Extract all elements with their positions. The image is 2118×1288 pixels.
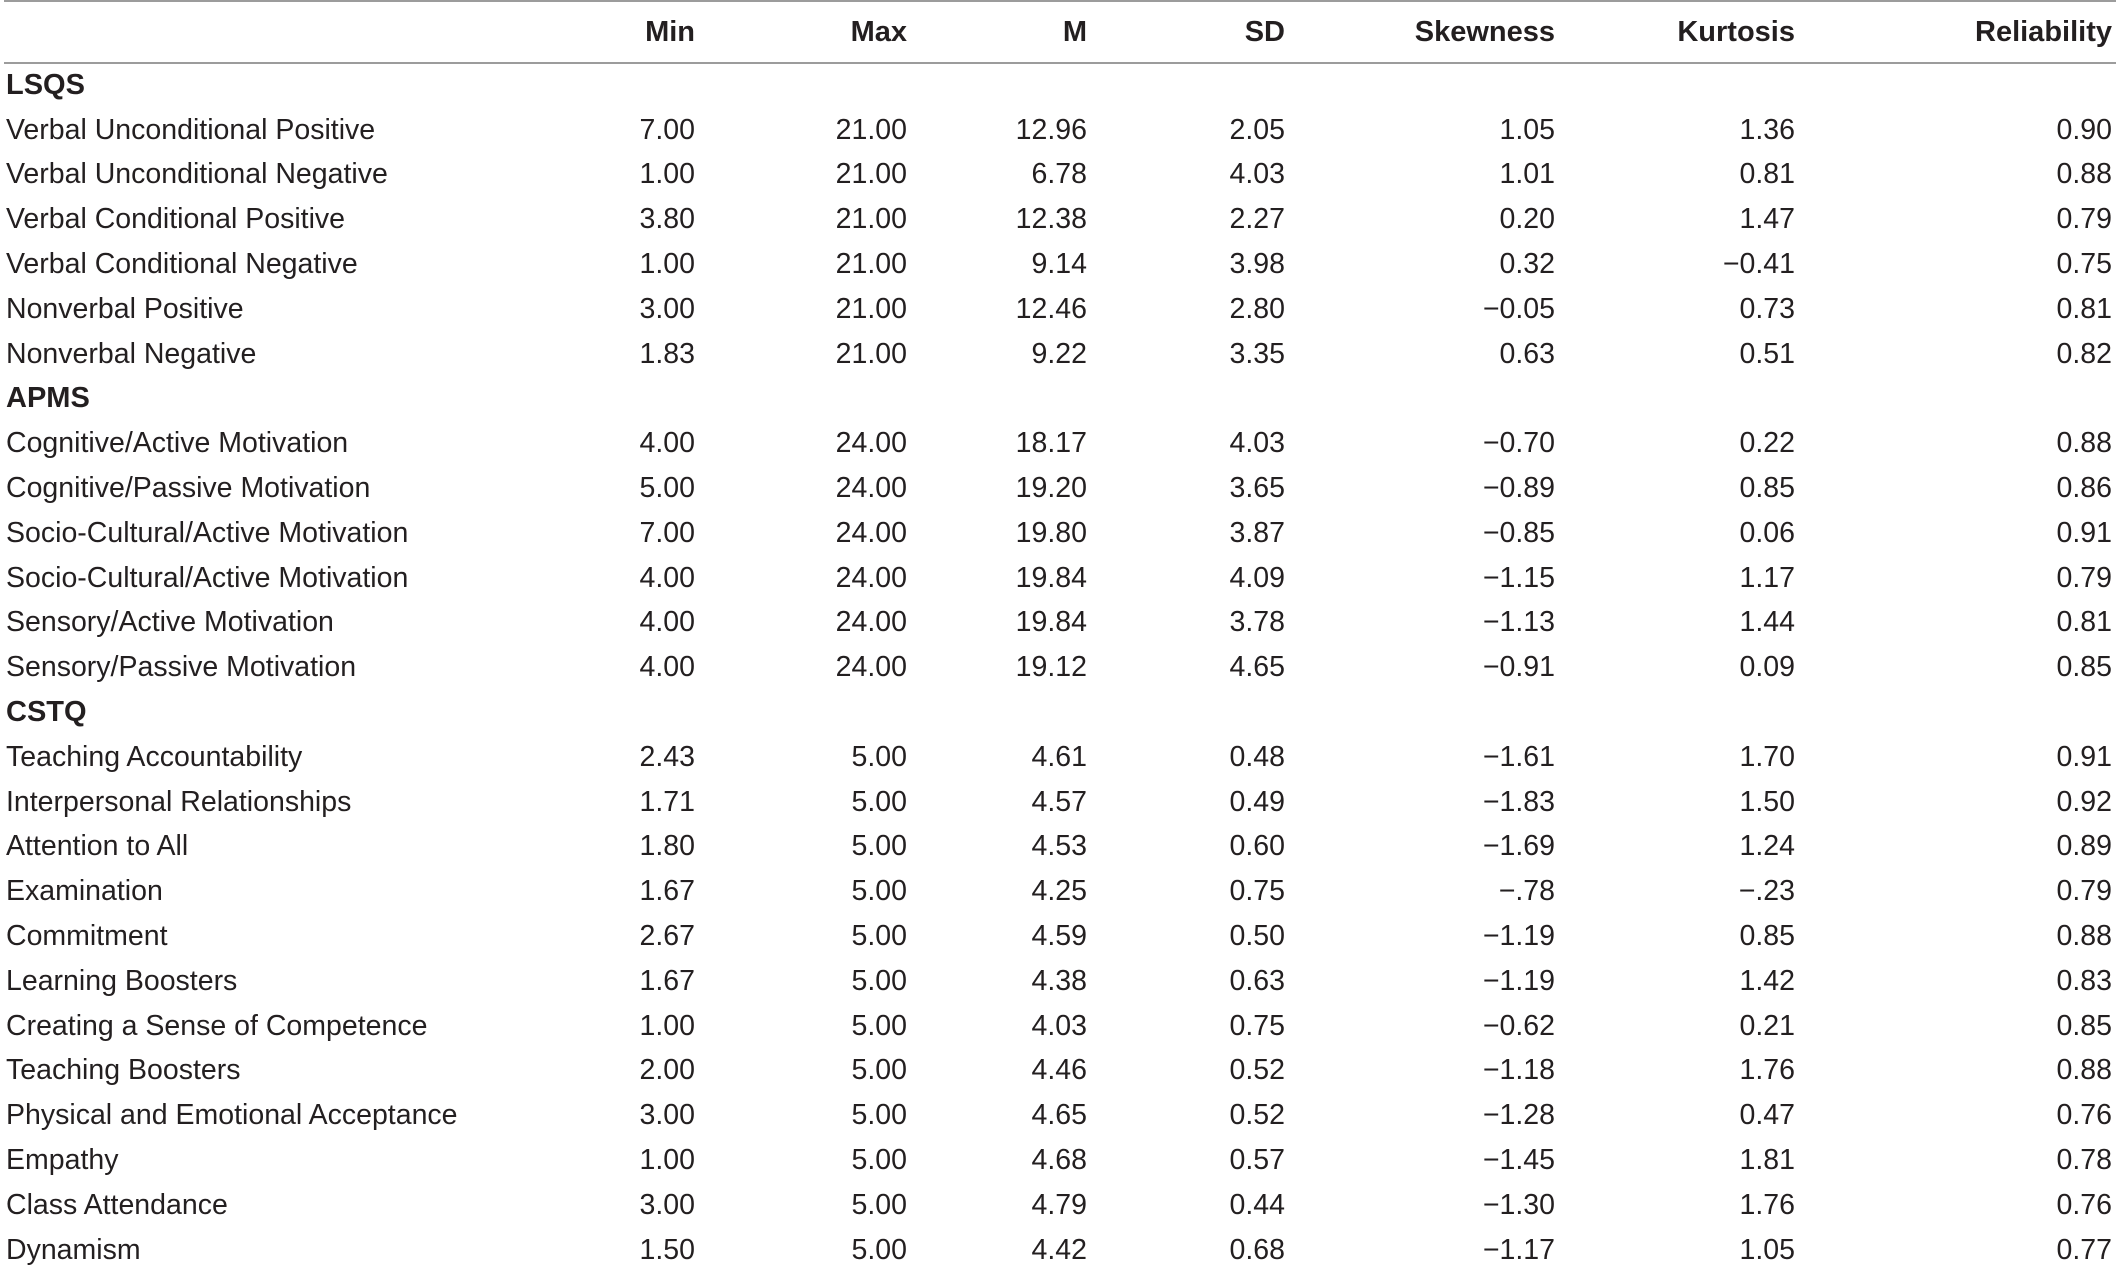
row-label: Class Attendance: [6, 1188, 228, 1221]
cell-sd: 0.75: [1229, 1009, 1285, 1042]
table-row: [4, 959, 2116, 1004]
table-row: [4, 1049, 2116, 1094]
cell-sd: 0.68: [1229, 1233, 1285, 1266]
table-row: [4, 1138, 2116, 1183]
cell-min: 1.67: [639, 964, 695, 997]
row-label: Verbal Unconditional Negative: [6, 158, 388, 191]
cell-skewness: 0.32: [1499, 248, 1555, 281]
cell-skewness: 1.01: [1499, 158, 1555, 191]
cell-max: 24.00: [835, 651, 907, 684]
cell-kurtosis: 0.21: [1739, 1009, 1795, 1042]
cell-kurtosis: 1.42: [1739, 964, 1795, 997]
cell-skewness: −1.19: [1482, 964, 1555, 997]
cell-min: 4.00: [639, 427, 695, 460]
cell-max: 5.00: [851, 1099, 907, 1132]
cell-min: 2.43: [639, 740, 695, 773]
table-row: [4, 556, 2116, 601]
cell-reliability: 0.79: [2056, 203, 2112, 236]
cell-sd: 2.80: [1229, 292, 1285, 325]
cell-sd: 4.03: [1229, 427, 1285, 460]
row-label: Teaching Accountability: [6, 740, 303, 773]
cell-mean: 4.61: [1031, 740, 1087, 773]
cell-kurtosis: 1.24: [1739, 830, 1795, 863]
cell-mean: 4.25: [1031, 875, 1087, 908]
cell-mean: 4.59: [1031, 920, 1087, 953]
cell-sd: 0.57: [1229, 1144, 1285, 1177]
row-label: Teaching Boosters: [6, 1054, 241, 1087]
cell-mean: 12.38: [1015, 203, 1087, 236]
cell-skewness: −0.91: [1482, 651, 1555, 684]
cell-mean: 9.14: [1031, 248, 1087, 281]
cell-reliability: 0.89: [2056, 830, 2112, 863]
cell-mean: 6.78: [1031, 158, 1087, 191]
table-row: [4, 735, 2116, 780]
cell-min: 4.00: [639, 651, 695, 684]
cell-skewness: −0.89: [1482, 472, 1555, 505]
cell-skewness: −0.05: [1482, 292, 1555, 325]
section-header-row: [4, 690, 2116, 735]
table-row: [4, 421, 2116, 466]
cell-mean: 4.57: [1031, 785, 1087, 818]
cell-sd: 4.03: [1229, 158, 1285, 191]
cell-reliability: 0.85: [2056, 1009, 2112, 1042]
table-header: [4, 1, 2116, 63]
cell-kurtosis: 0.22: [1739, 427, 1795, 460]
cell-skewness: −1.17: [1482, 1233, 1555, 1266]
row-label: Verbal Unconditional Positive: [6, 113, 376, 146]
row-label: Verbal Conditional Positive: [6, 203, 346, 236]
cell-max: 21.00: [835, 113, 907, 146]
cell-sd: 0.44: [1229, 1188, 1285, 1221]
cell-skewness: 0.63: [1499, 337, 1555, 370]
cell-skewness: −1.83: [1482, 785, 1555, 818]
cell-reliability: 0.76: [2056, 1188, 2112, 1221]
row-label: Sensory/Passive Motivation: [6, 651, 357, 684]
table-row: [4, 108, 2116, 153]
cell-max: 24.00: [835, 427, 907, 460]
table-row: [4, 1228, 2116, 1273]
row-label: Empathy: [6, 1144, 119, 1177]
cell-reliability: 0.91: [2056, 516, 2112, 549]
cell-reliability: 0.79: [2056, 561, 2112, 594]
cell-skewness: −0.62: [1482, 1009, 1555, 1042]
section-header-row: [4, 377, 2116, 422]
cell-skewness: 0.20: [1499, 203, 1555, 236]
cell-max: 5.00: [851, 1009, 907, 1042]
table-row: [4, 511, 2116, 556]
cell-reliability: 0.81: [2056, 292, 2112, 325]
cell-reliability: 0.79: [2056, 875, 2112, 908]
header-kurtosis: Kurtosis: [1585, 1, 1857, 63]
cell-min: 5.00: [639, 472, 695, 505]
header-variable: [4, 1, 552, 63]
cell-mean: 4.68: [1031, 1144, 1087, 1177]
cell-kurtosis: 1.36: [1739, 113, 1795, 146]
cell-min: 4.00: [639, 561, 695, 594]
cell-sd: 3.98: [1229, 248, 1285, 281]
cell-reliability: 0.91: [2056, 740, 2112, 773]
cell-sd: 0.49: [1229, 785, 1285, 818]
cell-skewness: −1.61: [1482, 740, 1555, 773]
cell-skewness: −1.19: [1482, 920, 1555, 953]
cell-min: 1.67: [639, 875, 695, 908]
cell-min: 2.67: [639, 920, 695, 953]
cell-sd: 3.35: [1229, 337, 1285, 370]
cell-max: 24.00: [835, 516, 907, 549]
cell-min: 1.00: [639, 1144, 695, 1177]
cell-min: 7.00: [639, 516, 695, 549]
cell-kurtosis: −0.41: [1722, 248, 1795, 281]
cell-min: 3.80: [639, 203, 695, 236]
cell-min: 3.00: [639, 1099, 695, 1132]
cell-kurtosis: 1.76: [1739, 1188, 1795, 1221]
cell-kurtosis: 1.47: [1739, 203, 1795, 236]
cell-kurtosis: 1.81: [1739, 1144, 1795, 1177]
table-row: [4, 869, 2116, 914]
section-title: LSQS: [6, 69, 85, 102]
cell-sd: 4.09: [1229, 561, 1285, 594]
row-label: Cognitive/Passive Motivation: [6, 472, 371, 505]
cell-kurtosis: 0.09: [1739, 651, 1795, 684]
cell-sd: 0.75: [1229, 875, 1285, 908]
cell-reliability: 0.88: [2056, 1054, 2112, 1087]
row-label: Socio-Cultural/Active Motivation: [6, 516, 409, 549]
row-label: Learning Boosters: [6, 964, 238, 997]
cell-mean: 19.20: [1015, 472, 1087, 505]
cell-kurtosis: 0.51: [1739, 337, 1795, 370]
cell-mean: 12.46: [1015, 292, 1087, 325]
row-label: Nonverbal Negative: [6, 337, 257, 370]
cell-mean: 4.46: [1031, 1054, 1087, 1087]
cell-sd: 0.52: [1229, 1099, 1285, 1132]
row-label: Creating a Sense of Competence: [6, 1009, 428, 1042]
cell-kurtosis: 0.73: [1739, 292, 1795, 325]
cell-sd: 2.05: [1229, 113, 1285, 146]
cell-mean: 12.96: [1015, 113, 1087, 146]
cell-mean: 19.12: [1015, 651, 1087, 684]
cell-reliability: 0.83: [2056, 964, 2112, 997]
cell-kurtosis: 0.85: [1739, 472, 1795, 505]
cell-max: 21.00: [835, 203, 907, 236]
cell-kurtosis: 0.81: [1739, 158, 1795, 191]
cell-min: 1.00: [639, 158, 695, 191]
table-row: [4, 242, 2116, 287]
cell-skewness: −1.69: [1482, 830, 1555, 863]
cell-max: 21.00: [835, 158, 907, 191]
cell-mean: 4.42: [1031, 1233, 1087, 1266]
cell-max: 24.00: [835, 561, 907, 594]
cell-min: 1.00: [639, 248, 695, 281]
table-row: [4, 914, 2116, 959]
cell-kurtosis: 0.47: [1739, 1099, 1795, 1132]
cell-min: 1.50: [639, 1233, 695, 1266]
cell-min: 3.00: [639, 292, 695, 325]
row-label: Socio-Cultural/Active Motivation: [6, 561, 409, 594]
cell-skewness: −1.13: [1482, 606, 1555, 639]
row-label: Examination: [6, 875, 163, 908]
row-label: Nonverbal Positive: [6, 292, 244, 325]
cell-max: 5.00: [851, 740, 907, 773]
cell-reliability: 0.88: [2056, 920, 2112, 953]
cell-sd: 0.60: [1229, 830, 1285, 863]
cell-sd: 3.65: [1229, 472, 1285, 505]
table-row: [4, 153, 2116, 198]
cell-kurtosis: 0.85: [1739, 920, 1795, 953]
cell-mean: 18.17: [1015, 427, 1087, 460]
cell-sd: 3.78: [1229, 606, 1285, 639]
cell-skewness: −1.18: [1482, 1054, 1555, 1087]
cell-skewness: −1.30: [1482, 1188, 1555, 1221]
cell-skewness: −.78: [1498, 875, 1555, 908]
row-label: Cognitive/Active Motivation: [6, 427, 349, 460]
table-row: [4, 287, 2116, 332]
cell-max: 24.00: [835, 606, 907, 639]
cell-kurtosis: 1.44: [1739, 606, 1795, 639]
cell-min: 3.00: [639, 1188, 695, 1221]
cell-skewness: −1.15: [1482, 561, 1555, 594]
cell-kurtosis: 1.17: [1739, 561, 1795, 594]
header-sd: SD: [1131, 1, 1349, 63]
cell-mean: 9.22: [1031, 337, 1087, 370]
cell-reliability: 0.81: [2056, 606, 2112, 639]
cell-max: 5.00: [851, 1233, 907, 1266]
header-skewness: Skewness: [1349, 1, 1585, 63]
cell-max: 21.00: [835, 292, 907, 325]
cell-reliability: 0.77: [2056, 1233, 2112, 1266]
cell-mean: 19.80: [1015, 516, 1087, 549]
table-row: [4, 645, 2116, 690]
cell-min: 1.83: [639, 337, 695, 370]
cell-sd: 0.50: [1229, 920, 1285, 953]
cell-skewness: −1.28: [1482, 1099, 1555, 1132]
row-label: Commitment: [6, 920, 168, 953]
cell-sd: 0.48: [1229, 740, 1285, 773]
cell-skewness: −0.70: [1482, 427, 1555, 460]
cell-mean: 4.65: [1031, 1099, 1087, 1132]
header-min: Min: [552, 1, 698, 63]
cell-max: 5.00: [851, 964, 907, 997]
cell-mean: 4.03: [1031, 1009, 1087, 1042]
cell-reliability: 0.85: [2056, 651, 2112, 684]
table-row: [4, 825, 2116, 870]
row-label: Dynamism: [6, 1233, 141, 1266]
header-row: [4, 1, 2116, 63]
cell-min: 7.00: [639, 113, 695, 146]
cell-mean: 4.79: [1031, 1188, 1087, 1221]
table-row: [4, 332, 2116, 377]
header-max: Max: [698, 1, 932, 63]
cell-reliability: 0.88: [2056, 427, 2112, 460]
table-row: [4, 1183, 2116, 1228]
cell-min: 1.71: [639, 785, 695, 818]
cell-sd: 4.65: [1229, 651, 1285, 684]
cell-kurtosis: 1.50: [1739, 785, 1795, 818]
cell-sd: 3.87: [1229, 516, 1285, 549]
cell-reliability: 0.78: [2056, 1144, 2112, 1177]
cell-max: 5.00: [851, 1188, 907, 1221]
cell-kurtosis: 1.05: [1739, 1233, 1795, 1266]
cell-min: 4.00: [639, 606, 695, 639]
cell-sd: 2.27: [1229, 203, 1285, 236]
cell-reliability: 0.82: [2056, 337, 2112, 370]
row-label: Verbal Conditional Negative: [6, 248, 358, 281]
cell-skewness: −1.45: [1482, 1144, 1555, 1177]
section-title: APMS: [6, 382, 90, 415]
cell-skewness: 1.05: [1499, 113, 1555, 146]
table-row: [4, 197, 2116, 242]
cell-sd: 0.52: [1229, 1054, 1285, 1087]
row-label: Physical and Emotional Acceptance: [6, 1099, 458, 1132]
cell-max: 5.00: [851, 1054, 907, 1087]
row-label: Interpersonal Relationships: [6, 785, 352, 818]
cell-max: 21.00: [835, 337, 907, 370]
cell-reliability: 0.88: [2056, 158, 2112, 191]
cell-max: 21.00: [835, 248, 907, 281]
table-row: [4, 601, 2116, 646]
cell-reliability: 0.76: [2056, 1099, 2112, 1132]
cell-reliability: 0.92: [2056, 785, 2112, 818]
cell-max: 5.00: [851, 830, 907, 863]
table-row: [4, 1004, 2116, 1049]
cell-max: 24.00: [835, 472, 907, 505]
cell-max: 5.00: [851, 875, 907, 908]
cell-sd: 0.63: [1229, 964, 1285, 997]
table-row: [4, 1093, 2116, 1138]
section-title: CSTQ: [6, 696, 87, 729]
cell-kurtosis: −.23: [1738, 875, 1795, 908]
cell-mean: 19.84: [1015, 606, 1087, 639]
cell-min: 2.00: [639, 1054, 695, 1087]
cell-mean: 19.84: [1015, 561, 1087, 594]
cell-kurtosis: 0.06: [1739, 516, 1795, 549]
section-header-row: [4, 63, 2116, 108]
cell-min: 1.80: [639, 830, 695, 863]
table-body: [4, 63, 2116, 1273]
cell-min: 1.00: [639, 1009, 695, 1042]
descriptive-statistics-table: [4, 0, 2116, 1273]
cell-reliability: 0.75: [2056, 248, 2112, 281]
cell-max: 5.00: [851, 920, 907, 953]
cell-mean: 4.38: [1031, 964, 1087, 997]
cell-max: 5.00: [851, 785, 907, 818]
row-label: Attention to All: [6, 830, 189, 863]
header-mean: M: [932, 1, 1131, 63]
cell-reliability: 0.90: [2056, 113, 2112, 146]
table-row: [4, 466, 2116, 511]
table-row: [4, 780, 2116, 825]
cell-mean: 4.53: [1031, 830, 1087, 863]
cell-skewness: −0.85: [1482, 516, 1555, 549]
cell-reliability: 0.86: [2056, 472, 2112, 505]
row-label: Sensory/Active Motivation: [6, 606, 334, 639]
cell-kurtosis: 1.76: [1739, 1054, 1795, 1087]
cell-max: 5.00: [851, 1144, 907, 1177]
header-reliability: Reliability: [1857, 1, 2116, 63]
cell-kurtosis: 1.70: [1739, 740, 1795, 773]
